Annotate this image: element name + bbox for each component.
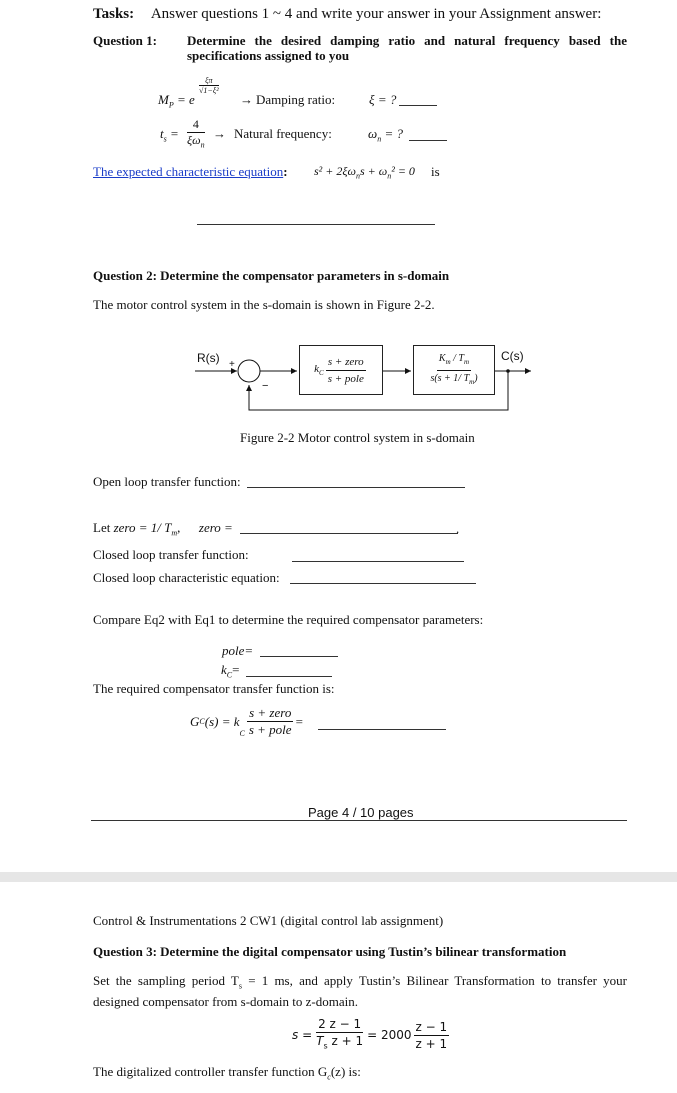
cle-answer-line <box>290 583 476 584</box>
arrow-icon: → <box>240 92 253 107</box>
plant-block: $\frac{K_m / T_m}{s(s + 1/ T_m)}$ <box>413 345 495 395</box>
char-eq-formula: $s^2 + 2\xi\omega_ns + \omega_n^2 = 0$ <box>314 164 415 181</box>
summing-junction <box>238 360 260 382</box>
mp-equation: $M_P = e$ <box>158 92 195 110</box>
pole-answer-line <box>260 656 338 657</box>
block-diagram <box>185 340 545 420</box>
char-eq-answer-line <box>197 224 435 225</box>
gc-answer-line <box>318 729 446 730</box>
clt-answer-line <box>292 561 464 562</box>
kc-answer-line <box>246 676 332 677</box>
q2-title: Question 2: Determine the compensator parameters in s-domain <box>93 268 450 283</box>
tustin-equation: s = $\frac{2 z - 1}{T_s z + 1}$ = 2000 $\frac{z - 1}{z + 1}$ <box>292 1017 448 1051</box>
q1-label: Question 1: <box>93 33 157 48</box>
olt-answer-line <box>247 487 465 488</box>
clt-label: Closed loop transfer function: <box>93 547 249 562</box>
q2-intro: The motor control system in the s-domain is shown in Figure 2-2. <box>93 297 435 312</box>
pole-label: pole= <box>222 643 254 658</box>
footer-rule <box>91 820 627 821</box>
damping-label: Damping ratio: <box>256 92 336 107</box>
output-label: C(s) <box>501 349 524 363</box>
minus-sign: − <box>262 380 269 392</box>
tasks-heading <box>93 6 601 23</box>
page-gap <box>0 872 677 882</box>
page-number: Page 4 / 10 pages <box>308 805 414 820</box>
compensator-block: $k_C$ $\frac{\text{s + zero}}{\text{s + pole}}$ <box>299 345 383 395</box>
q1-text: Determine the desired damping ratio and natural frequency based the specifications assigned to you <box>187 33 627 63</box>
figure-caption: Figure 2-2 Motor control system in s-domain <box>240 430 475 445</box>
char-eq-link[interactable]: The expected characteristic equation <box>93 164 284 179</box>
natural-freq-label: Natural frequency: <box>234 126 332 141</box>
let-period: . <box>456 521 460 536</box>
document-page-5 <box>0 882 677 1093</box>
arrow-icon: → <box>213 126 226 141</box>
tasks-text: Answer questions 1 ~ 4 and write your answer in your Assignment answer: <box>150 6 602 22</box>
kc-label: $k_C=$ <box>221 662 240 680</box>
page-header: Control & Instrumentations 2 CW1 (digital control lab assignment) <box>93 913 444 928</box>
olt-label: Open loop transfer function: <box>93 474 241 489</box>
cle-label: Closed loop characteristic equation: <box>93 570 280 585</box>
mp-exponent: ξπ √1−ξ² <box>199 76 219 95</box>
gc-equation: G C (s) = k $_C$ $\frac{\text{s + zero}}{\text{s + pole}}$ = <box>190 705 303 738</box>
required-text: The required compensator transfer function is: <box>93 681 335 696</box>
digital-text: The digitalized controller transfer function $G_c(z)$ is: <box>93 1064 361 1082</box>
tasks-label: Tasks: <box>93 6 135 22</box>
compare-text: Compare Eq2 with Eq1 to determine the required compensator parameters: <box>93 612 484 627</box>
let-row: Let zero = 1/ $T_m$, zero = <box>93 520 233 538</box>
damping-value: ξ = ? <box>369 92 397 107</box>
ts-equation: $t_s$ = <box>160 126 179 144</box>
char-eq-row: The expected characteristic equation: <box>93 164 288 179</box>
natural-freq-value: $\omega_n$ = ? <box>368 126 403 144</box>
zero-answer-line <box>240 533 458 534</box>
ts-fraction: 4 $\xi\omega_n$ <box>187 117 205 150</box>
input-label: R(s) <box>197 351 220 365</box>
natural-freq-answer-line <box>409 140 447 141</box>
q3-text: Set the sampling period $T_s = 1$ ms, and apply Tustin’s Bilinear Transformation to transfer your designed compensator from s-domain to z-domain. <box>93 973 628 1009</box>
q3-title: Question 3: Determine the digital compensator using Tustin’s bilinear transformation <box>93 944 567 959</box>
damping-answer-line <box>399 105 437 106</box>
char-eq-is: is <box>431 164 440 179</box>
plus-sign: + <box>229 359 235 370</box>
